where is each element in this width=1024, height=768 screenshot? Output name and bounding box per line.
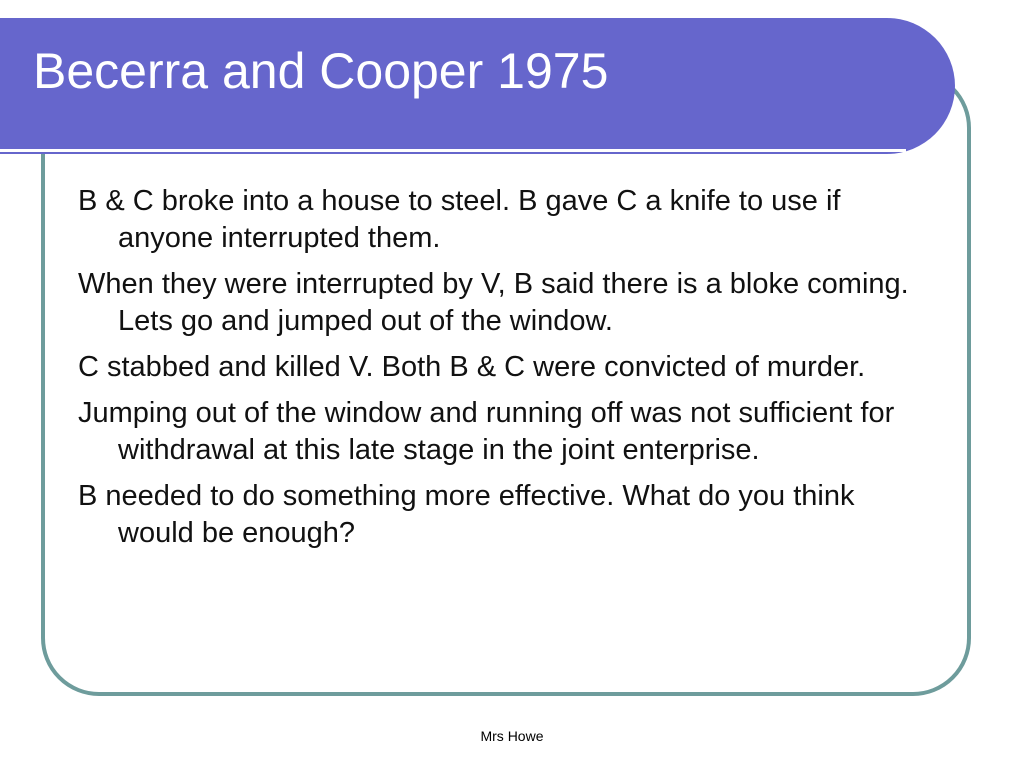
bullet-item: B needed to do something more effective. What do you think would be enough? [78, 480, 855, 549]
footer-author: Mrs Howe [480, 728, 544, 744]
slide-title: Becerra and Cooper 1975 [33, 43, 609, 99]
bullet-item: C stabbed and killed V. Both B & C were convicted of murder. [78, 351, 866, 383]
bullet-item: B & C broke into a house to steel. B gave C a knife to use if anyone interrupted them. [78, 185, 841, 254]
bullet-list [78, 183, 938, 561]
bullet-item: Jumping out of the window and running off was not sufficient for withdrawal at this late stage in the joint enterprise. [78, 397, 895, 466]
title-underline [0, 149, 906, 152]
bullet-item: When they were interrupted by V, B said there is a bloke coming. Lets go and jumped out of the window. [78, 268, 909, 337]
